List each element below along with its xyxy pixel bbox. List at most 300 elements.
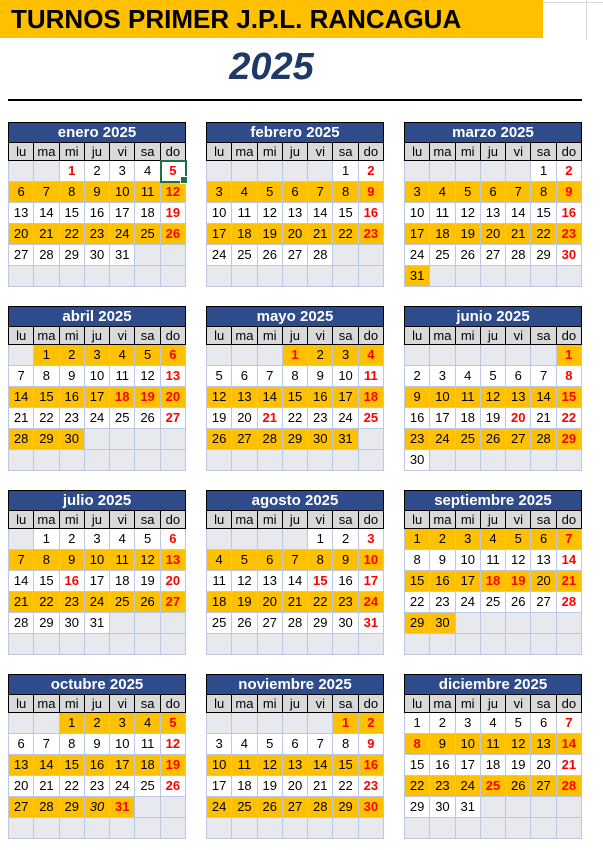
day-cell[interactable]: 2 [85, 161, 110, 182]
day-cell[interactable]: 19 [207, 408, 232, 429]
day-cell[interactable]: 18 [456, 408, 481, 429]
day-cell[interactable]: 2 [333, 529, 358, 550]
day-cell[interactable]: 29 [405, 613, 430, 634]
day-cell[interactable]: 14 [557, 550, 582, 571]
day-cell[interactable]: 17 [85, 571, 110, 592]
day-cell[interactable]: 25 [110, 408, 135, 429]
day-cell[interactable]: 18 [135, 203, 160, 224]
day-cell[interactable]: 9 [333, 550, 358, 571]
day-cell[interactable]: 18 [481, 755, 506, 776]
day-cell[interactable]: 10 [85, 550, 110, 571]
day-cell[interactable]: 29 [60, 797, 85, 818]
day-cell[interactable]: 5 [481, 366, 506, 387]
day-cell[interactable]: 4 [232, 182, 257, 203]
day-cell[interactable]: 16 [557, 203, 582, 224]
day-cell[interactable]: 9 [359, 734, 384, 755]
day-cell[interactable]: 20 [232, 408, 257, 429]
day-cell[interactable]: 11 [135, 182, 160, 203]
day-cell[interactable]: 21 [506, 224, 531, 245]
day-cell[interactable]: 25 [135, 776, 160, 797]
day-cell[interactable]: 18 [207, 592, 232, 613]
day-cell[interactable]: 16 [85, 203, 110, 224]
day-cell[interactable]: 25 [135, 224, 160, 245]
day-cell[interactable]: 12 [506, 734, 531, 755]
day-cell[interactable]: 6 [161, 345, 186, 366]
day-cell[interactable]: 15 [557, 387, 582, 408]
day-cell[interactable]: 28 [9, 429, 34, 450]
day-cell[interactable]: 16 [85, 755, 110, 776]
day-cell[interactable]: 20 [481, 224, 506, 245]
day-cell[interactable]: 14 [308, 203, 333, 224]
day-cell[interactable]: 12 [135, 366, 160, 387]
day-cell[interactable]: 9 [359, 182, 384, 203]
day-cell[interactable]: 17 [110, 755, 135, 776]
day-cell[interactable]: 10 [110, 182, 135, 203]
day-cell[interactable]: 15 [308, 571, 333, 592]
day-cell[interactable]: 26 [506, 592, 531, 613]
day-cell[interactable]: 1 [308, 529, 333, 550]
day-cell[interactable]: 15 [34, 571, 59, 592]
day-cell[interactable]: 5 [161, 161, 186, 182]
day-cell[interactable]: 29 [531, 245, 556, 266]
day-cell[interactable]: 14 [557, 734, 582, 755]
day-cell[interactable]: 29 [34, 613, 59, 634]
day-cell[interactable]: 19 [258, 224, 283, 245]
day-cell[interactable]: 2 [60, 345, 85, 366]
day-cell[interactable]: 3 [333, 345, 358, 366]
day-cell[interactable]: 28 [34, 245, 59, 266]
day-cell[interactable]: 6 [161, 529, 186, 550]
day-cell[interactable]: 27 [531, 592, 556, 613]
day-cell[interactable]: 17 [405, 224, 430, 245]
day-cell[interactable]: 10 [85, 366, 110, 387]
day-cell[interactable]: 26 [135, 408, 160, 429]
day-cell[interactable]: 29 [308, 613, 333, 634]
day-cell[interactable]: 22 [333, 224, 358, 245]
day-cell[interactable]: 30 [359, 797, 384, 818]
day-cell[interactable]: 12 [481, 387, 506, 408]
day-cell[interactable]: 23 [430, 592, 455, 613]
day-cell[interactable]: 19 [506, 571, 531, 592]
day-cell[interactable]: 7 [34, 734, 59, 755]
day-cell[interactable]: 18 [232, 776, 257, 797]
day-cell[interactable]: 22 [557, 408, 582, 429]
day-cell[interactable]: 23 [333, 592, 358, 613]
day-cell[interactable]: 4 [110, 345, 135, 366]
day-cell[interactable]: 4 [135, 161, 160, 182]
day-cell[interactable]: 11 [135, 734, 160, 755]
day-cell[interactable]: 11 [232, 203, 257, 224]
day-cell[interactable]: 25 [232, 245, 257, 266]
day-cell[interactable]: 11 [110, 550, 135, 571]
day-cell[interactable]: 10 [430, 387, 455, 408]
day-cell[interactable]: 1 [60, 161, 85, 182]
day-cell[interactable]: 5 [232, 550, 257, 571]
day-cell[interactable]: 18 [430, 224, 455, 245]
day-cell[interactable]: 19 [161, 203, 186, 224]
day-cell[interactable]: 27 [283, 245, 308, 266]
day-cell[interactable]: 18 [359, 387, 384, 408]
day-cell[interactable]: 17 [456, 755, 481, 776]
day-cell[interactable]: 8 [405, 734, 430, 755]
day-cell[interactable]: 15 [34, 387, 59, 408]
day-cell[interactable]: 7 [557, 713, 582, 734]
day-cell[interactable]: 10 [456, 734, 481, 755]
day-cell[interactable]: 1 [34, 529, 59, 550]
day-cell[interactable]: 25 [359, 408, 384, 429]
day-cell[interactable]: 31 [333, 429, 358, 450]
day-cell[interactable]: 25 [456, 429, 481, 450]
day-cell[interactable]: 7 [9, 366, 34, 387]
day-cell[interactable]: 30 [85, 797, 110, 818]
day-cell[interactable]: 24 [456, 592, 481, 613]
day-cell[interactable]: 7 [258, 366, 283, 387]
day-cell[interactable]: 31 [110, 797, 135, 818]
day-cell[interactable]: 19 [258, 776, 283, 797]
day-cell[interactable]: 20 [283, 224, 308, 245]
day-cell[interactable]: 27 [531, 776, 556, 797]
day-cell[interactable]: 20 [9, 776, 34, 797]
day-cell[interactable]: 1 [531, 161, 556, 182]
day-cell[interactable]: 16 [333, 571, 358, 592]
day-cell[interactable]: 16 [405, 408, 430, 429]
day-cell[interactable]: 16 [60, 571, 85, 592]
day-cell[interactable]: 20 [161, 571, 186, 592]
day-cell[interactable]: 31 [359, 613, 384, 634]
day-cell[interactable]: 30 [430, 613, 455, 634]
day-cell[interactable]: 13 [531, 734, 556, 755]
day-cell[interactable]: 8 [405, 550, 430, 571]
day-cell[interactable]: 1 [333, 713, 358, 734]
day-cell[interactable]: 5 [135, 345, 160, 366]
day-cell[interactable]: 25 [481, 776, 506, 797]
day-cell[interactable]: 14 [34, 203, 59, 224]
day-cell[interactable]: 18 [110, 387, 135, 408]
day-cell[interactable]: 27 [506, 429, 531, 450]
day-cell[interactable]: 7 [34, 182, 59, 203]
day-cell[interactable]: 30 [308, 429, 333, 450]
day-cell[interactable]: 24 [85, 408, 110, 429]
day-cell[interactable]: 23 [85, 776, 110, 797]
day-cell[interactable]: 14 [283, 571, 308, 592]
day-cell[interactable]: 17 [110, 203, 135, 224]
day-cell[interactable]: 5 [135, 529, 160, 550]
day-cell[interactable]: 17 [430, 408, 455, 429]
day-cell[interactable]: 10 [456, 550, 481, 571]
day-cell[interactable]: 21 [9, 592, 34, 613]
day-cell[interactable]: 22 [60, 776, 85, 797]
day-cell[interactable]: 2 [308, 345, 333, 366]
day-cell[interactable]: 17 [85, 387, 110, 408]
day-cell[interactable]: 1 [405, 713, 430, 734]
day-cell[interactable]: 5 [456, 182, 481, 203]
day-cell[interactable]: 23 [60, 592, 85, 613]
day-cell[interactable]: 4 [135, 713, 160, 734]
day-cell[interactable]: 15 [333, 755, 358, 776]
day-cell[interactable]: 5 [506, 529, 531, 550]
day-cell[interactable]: 27 [481, 245, 506, 266]
day-cell[interactable]: 27 [232, 429, 257, 450]
day-cell[interactable]: 18 [110, 571, 135, 592]
day-cell[interactable]: 22 [405, 592, 430, 613]
day-cell[interactable]: 3 [456, 713, 481, 734]
day-cell[interactable]: 27 [283, 797, 308, 818]
day-cell[interactable]: 12 [135, 550, 160, 571]
day-cell[interactable]: 3 [405, 182, 430, 203]
day-cell[interactable]: 23 [85, 224, 110, 245]
day-cell[interactable]: 25 [207, 613, 232, 634]
day-cell[interactable]: 17 [207, 224, 232, 245]
day-cell[interactable]: 30 [405, 450, 430, 471]
day-cell[interactable]: 6 [283, 734, 308, 755]
day-cell[interactable]: 26 [481, 429, 506, 450]
day-cell[interactable]: 27 [258, 613, 283, 634]
day-cell[interactable]: 2 [430, 713, 455, 734]
day-cell[interactable]: 5 [258, 734, 283, 755]
day-cell[interactable]: 10 [405, 203, 430, 224]
day-cell[interactable]: 14 [258, 387, 283, 408]
day-cell[interactable]: 16 [430, 571, 455, 592]
day-cell[interactable]: 27 [9, 245, 34, 266]
day-cell[interactable]: 1 [283, 345, 308, 366]
day-cell[interactable]: 2 [85, 713, 110, 734]
day-cell[interactable]: 19 [506, 755, 531, 776]
day-cell[interactable]: 16 [359, 755, 384, 776]
day-cell[interactable]: 13 [232, 387, 257, 408]
day-cell[interactable]: 26 [258, 245, 283, 266]
day-cell[interactable]: 25 [430, 245, 455, 266]
day-cell[interactable]: 28 [308, 245, 333, 266]
day-cell[interactable]: 8 [60, 734, 85, 755]
day-cell[interactable]: 30 [430, 797, 455, 818]
day-cell[interactable]: 12 [161, 182, 186, 203]
day-cell[interactable]: 15 [531, 203, 556, 224]
day-cell[interactable]: 2 [557, 161, 582, 182]
day-cell[interactable]: 6 [232, 366, 257, 387]
day-cell[interactable]: 9 [60, 366, 85, 387]
day-cell[interactable]: 16 [359, 203, 384, 224]
day-cell[interactable]: 28 [557, 592, 582, 613]
day-cell[interactable]: 20 [531, 571, 556, 592]
day-cell[interactable]: 19 [161, 755, 186, 776]
day-cell[interactable]: 21 [308, 776, 333, 797]
day-cell[interactable]: 28 [34, 797, 59, 818]
day-cell[interactable]: 22 [283, 408, 308, 429]
day-cell[interactable]: 28 [9, 613, 34, 634]
day-cell[interactable]: 26 [506, 776, 531, 797]
day-cell[interactable]: 17 [333, 387, 358, 408]
day-cell[interactable]: 21 [557, 571, 582, 592]
day-cell[interactable]: 13 [283, 755, 308, 776]
day-cell[interactable]: 24 [430, 429, 455, 450]
day-cell[interactable]: 9 [308, 366, 333, 387]
day-cell[interactable]: 10 [207, 203, 232, 224]
day-cell[interactable]: 4 [110, 529, 135, 550]
day-cell[interactable]: 24 [207, 245, 232, 266]
day-cell[interactable]: 13 [9, 755, 34, 776]
day-cell[interactable]: 20 [9, 224, 34, 245]
day-cell[interactable]: 17 [456, 571, 481, 592]
day-cell[interactable]: 24 [405, 245, 430, 266]
day-cell[interactable]: 7 [283, 550, 308, 571]
day-cell[interactable]: 31 [405, 266, 430, 287]
day-cell[interactable]: 19 [481, 408, 506, 429]
day-cell[interactable]: 27 [9, 797, 34, 818]
day-cell[interactable]: 15 [333, 203, 358, 224]
day-cell[interactable]: 6 [9, 182, 34, 203]
day-cell[interactable]: 15 [405, 755, 430, 776]
day-cell[interactable]: 3 [110, 161, 135, 182]
day-cell[interactable]: 28 [506, 245, 531, 266]
day-cell[interactable]: 26 [161, 224, 186, 245]
day-cell[interactable]: 6 [283, 182, 308, 203]
day-cell[interactable]: 24 [85, 592, 110, 613]
day-cell[interactable]: 26 [135, 592, 160, 613]
day-cell[interactable]: 3 [85, 529, 110, 550]
day-cell[interactable]: 13 [9, 203, 34, 224]
day-cell[interactable]: 13 [161, 550, 186, 571]
day-cell[interactable]: 5 [506, 713, 531, 734]
day-cell[interactable]: 11 [232, 755, 257, 776]
day-cell[interactable]: 12 [258, 203, 283, 224]
day-cell[interactable]: 20 [283, 776, 308, 797]
day-cell[interactable]: 9 [405, 387, 430, 408]
day-cell[interactable]: 14 [34, 755, 59, 776]
day-cell[interactable]: 7 [308, 182, 333, 203]
day-cell[interactable]: 8 [34, 366, 59, 387]
day-cell[interactable]: 3 [359, 529, 384, 550]
day-cell[interactable]: 22 [60, 224, 85, 245]
day-cell[interactable]: 13 [531, 550, 556, 571]
day-cell[interactable]: 7 [531, 366, 556, 387]
day-cell[interactable]: 30 [85, 245, 110, 266]
day-cell[interactable]: 23 [60, 408, 85, 429]
day-cell[interactable]: 7 [506, 182, 531, 203]
day-cell[interactable]: 8 [60, 182, 85, 203]
day-cell[interactable]: 2 [60, 529, 85, 550]
day-cell[interactable]: 11 [359, 366, 384, 387]
day-cell[interactable]: 19 [456, 224, 481, 245]
day-cell[interactable]: 7 [9, 550, 34, 571]
day-cell[interactable]: 6 [531, 713, 556, 734]
day-cell[interactable]: 8 [283, 366, 308, 387]
day-cell[interactable]: 26 [456, 245, 481, 266]
day-cell[interactable]: 14 [9, 571, 34, 592]
day-cell[interactable]: 30 [333, 613, 358, 634]
day-cell[interactable]: 18 [232, 224, 257, 245]
day-cell[interactable]: 16 [60, 387, 85, 408]
day-cell[interactable]: 19 [135, 387, 160, 408]
day-cell[interactable]: 14 [506, 203, 531, 224]
day-cell[interactable]: 5 [258, 182, 283, 203]
day-cell[interactable]: 30 [60, 613, 85, 634]
day-cell[interactable]: 20 [258, 592, 283, 613]
day-cell[interactable]: 22 [34, 592, 59, 613]
day-cell[interactable]: 9 [430, 734, 455, 755]
day-cell[interactable]: 3 [456, 529, 481, 550]
day-cell[interactable]: 23 [308, 408, 333, 429]
day-cell[interactable]: 6 [258, 550, 283, 571]
day-cell[interactable]: 28 [531, 429, 556, 450]
day-cell[interactable]: 4 [359, 345, 384, 366]
day-cell[interactable]: 25 [481, 592, 506, 613]
day-cell[interactable]: 3 [207, 734, 232, 755]
day-cell[interactable]: 7 [308, 734, 333, 755]
day-cell[interactable]: 1 [60, 713, 85, 734]
day-cell[interactable]: 12 [456, 203, 481, 224]
day-cell[interactable]: 3 [430, 366, 455, 387]
day-cell[interactable]: 14 [9, 387, 34, 408]
day-cell[interactable]: 6 [9, 734, 34, 755]
day-cell[interactable]: 3 [85, 345, 110, 366]
day-cell[interactable]: 29 [34, 429, 59, 450]
day-cell[interactable]: 19 [135, 571, 160, 592]
day-cell[interactable]: 4 [481, 529, 506, 550]
day-cell[interactable]: 24 [110, 776, 135, 797]
day-cell[interactable]: 4 [456, 366, 481, 387]
day-cell[interactable]: 24 [456, 776, 481, 797]
day-cell[interactable]: 10 [110, 734, 135, 755]
day-cell[interactable]: 22 [405, 776, 430, 797]
day-cell[interactable]: 4 [232, 734, 257, 755]
day-cell[interactable]: 30 [557, 245, 582, 266]
day-cell[interactable]: 13 [283, 203, 308, 224]
day-cell[interactable]: 4 [207, 550, 232, 571]
day-cell[interactable]: 8 [557, 366, 582, 387]
day-cell[interactable]: 8 [531, 182, 556, 203]
day-cell[interactable]: 29 [405, 797, 430, 818]
day-cell[interactable]: 29 [283, 429, 308, 450]
day-cell[interactable]: 20 [506, 408, 531, 429]
day-cell[interactable]: 6 [531, 529, 556, 550]
day-cell[interactable]: 6 [506, 366, 531, 387]
day-cell[interactable]: 21 [34, 776, 59, 797]
day-cell[interactable]: 11 [481, 550, 506, 571]
day-cell[interactable]: 21 [34, 224, 59, 245]
day-cell[interactable]: 11 [110, 366, 135, 387]
day-cell[interactable]: 15 [60, 755, 85, 776]
day-cell[interactable]: 22 [531, 224, 556, 245]
day-cell[interactable]: 1 [557, 345, 582, 366]
day-cell[interactable]: 21 [283, 592, 308, 613]
day-cell[interactable]: 11 [430, 203, 455, 224]
day-cell[interactable]: 31 [456, 797, 481, 818]
day-cell[interactable]: 15 [60, 203, 85, 224]
day-cell[interactable]: 13 [161, 366, 186, 387]
day-cell[interactable]: 31 [85, 613, 110, 634]
day-cell[interactable]: 23 [557, 224, 582, 245]
day-cell[interactable]: 12 [232, 571, 257, 592]
day-cell[interactable]: 8 [333, 734, 358, 755]
day-cell[interactable]: 12 [258, 755, 283, 776]
day-cell[interactable]: 26 [258, 797, 283, 818]
day-cell[interactable]: 24 [359, 592, 384, 613]
day-cell[interactable]: 9 [430, 550, 455, 571]
day-cell[interactable]: 8 [308, 550, 333, 571]
day-cell[interactable]: 2 [359, 161, 384, 182]
day-cell[interactable]: 29 [557, 429, 582, 450]
day-cell[interactable]: 5 [161, 713, 186, 734]
day-cell[interactable]: 11 [456, 387, 481, 408]
day-cell[interactable]: 12 [207, 387, 232, 408]
day-cell[interactable]: 15 [405, 571, 430, 592]
day-cell[interactable]: 26 [232, 613, 257, 634]
day-cell[interactable]: 10 [359, 550, 384, 571]
day-cell[interactable]: 8 [333, 182, 358, 203]
day-cell[interactable]: 10 [207, 755, 232, 776]
day-cell[interactable]: 23 [359, 224, 384, 245]
day-cell[interactable]: 17 [207, 776, 232, 797]
